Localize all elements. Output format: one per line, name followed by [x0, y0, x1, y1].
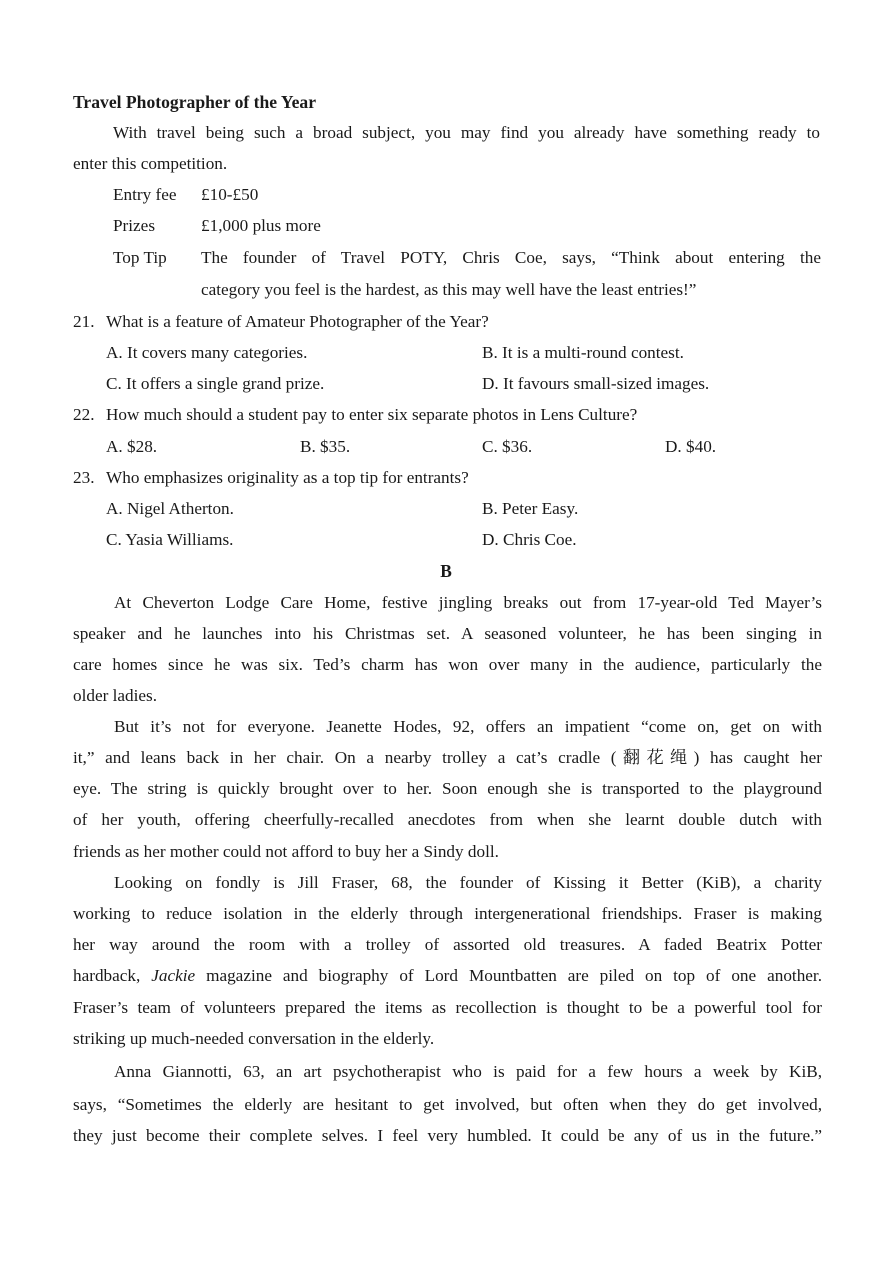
option-21-c: C. It offers a single grand prize.	[106, 374, 325, 393]
option-23-c: C. Yasia Williams.	[106, 530, 234, 549]
magazine-title: Jackie	[151, 966, 196, 985]
intro-line-2: enter this competition.	[73, 154, 228, 173]
top-tip-label: Top Tip	[113, 248, 167, 267]
top-tip-line-2: category you feel is the hardest, as this may well have the least entries!”	[201, 280, 697, 299]
paragraph-2-line: friends as her mother could not afford to buy her a Sindy doll.	[73, 842, 499, 861]
option-23-a: A. Nigel Atherton.	[106, 499, 234, 518]
paragraph-4-line: they just become their complete selves. I feel very humbled. It could be any of us in the future.”	[73, 1126, 822, 1145]
option-23-b: B. Peter Easy.	[482, 499, 579, 518]
entry-fee-value: £10-£50	[201, 185, 259, 204]
entry-fee-row	[113, 184, 258, 206]
intro-line-1: With travel being such a broad subject, you may find you already have something ready to	[113, 123, 820, 142]
paragraph-3-line: her way around the room with a trolley of assorted old treasures. A faded Beatrix Potter	[73, 935, 822, 954]
question-number: 23.	[73, 468, 95, 487]
question-text: How much should a student pay to enter six separate photos in Lens Culture?	[106, 405, 638, 424]
option-22-a: A. $28.	[106, 437, 158, 456]
question-text: What is a feature of Amateur Photographer of the Year?	[106, 312, 489, 331]
option-23-d: D. Chris Coe.	[482, 530, 577, 549]
option-22-b: B. $35.	[300, 437, 351, 456]
text-segment: magazine and biography of Lord Mountbatten are piled on top of one another.	[195, 966, 822, 985]
paragraph-4-line: says, “Sometimes the elderly are hesitant to get involved, but often when they do get involved,	[73, 1095, 822, 1114]
paragraph-3-line: striking up much-needed conversation in the elderly.	[73, 1029, 435, 1048]
question-22	[73, 404, 637, 426]
paragraph-1-line: At Cheverton Lodge Care Home, festive jingling breaks out from 17-year-old Ted Mayer’s	[114, 593, 822, 612]
section-b-heading: B	[440, 561, 452, 581]
paragraph-2-line: eye. The string is quickly brought over to her. Soon enough she is transported to the playground	[73, 779, 822, 798]
paragraph-1-line: care homes since he was six. Ted’s charm has won over many in the audience, particularly the	[73, 655, 822, 674]
paragraph-2-line: it,” and leans back in her chair. On a nearby trolley a cat’s cradle (翻花绳) has caught her	[73, 748, 822, 767]
paragraph-1-line: speaker and he launches into his Christmas set. A seasoned volunteer, he has been singing in	[73, 624, 822, 643]
question-number: 22.	[73, 405, 95, 424]
paragraph-2-line: of her youth, offering cheerfully-recalled anecdotes from when she learnt double dutch with	[73, 810, 822, 829]
paragraph-3-line: Looking on fondly is Jill Fraser, 68, the founder of Kissing it Better (KiB), a charity	[114, 873, 822, 892]
entry-fee-label: Entry fee	[113, 185, 177, 204]
paragraph-4-line: Anna Giannotti, 63, an art psychotherapist who is paid for a few hours a week by KiB,	[114, 1062, 822, 1081]
paragraph-1-line: older ladies.	[73, 686, 157, 705]
option-21-b: B. It is a multi-round contest.	[482, 343, 684, 362]
text-segment: hardback,	[73, 966, 152, 985]
paragraph-3-line: Fraser’s team of volunteers prepared the items as recollection is thought to be a powerful tool for	[73, 998, 822, 1017]
option-21-d: D. It favours small-sized images.	[482, 374, 710, 393]
option-22-c: C. $36.	[482, 437, 533, 456]
prizes-row	[113, 215, 321, 237]
question-text: Who emphasizes originality as a top tip for entrants?	[106, 468, 469, 487]
question-number: 21.	[73, 312, 95, 331]
prizes-label: Prizes	[113, 216, 156, 235]
option-21-a: A. It covers many categories.	[106, 343, 308, 362]
question-21	[73, 311, 489, 333]
question-23	[73, 467, 469, 489]
paragraph-3-line: working to reduce isolation in the elderly through intergenerational friendships. Fraser is making	[73, 904, 822, 923]
top-tip-line-1: The founder of Travel POTY, Chris Coe, says, “Think about entering the	[201, 248, 821, 267]
prizes-value: £1,000 plus more	[201, 216, 321, 235]
paragraph-3-line	[73, 965, 822, 987]
paragraph-2-line: But it’s not for everyone. Jeanette Hodes, 92, offers an impatient “come on, get on with	[114, 717, 822, 736]
section-title: Travel Photographer of the Year	[73, 92, 317, 112]
option-22-d: D. $40.	[665, 437, 717, 456]
